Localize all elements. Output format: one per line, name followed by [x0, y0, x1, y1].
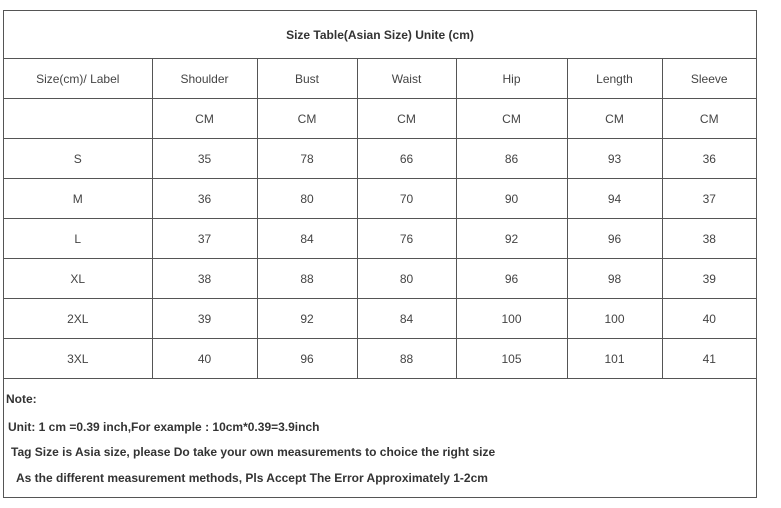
- table-cell: 90: [456, 179, 567, 219]
- size-table: [4, 59, 756, 379]
- size-label-cell: L: [4, 219, 152, 259]
- table-cell: 92: [456, 219, 567, 259]
- header-cell: Shoulder: [152, 59, 257, 99]
- table-cell: 36: [152, 179, 257, 219]
- table-cell: 36: [662, 139, 756, 179]
- header-cell: Waist: [357, 59, 456, 99]
- table-cell: 40: [662, 299, 756, 339]
- notes-section: [4, 380, 756, 497]
- table-cell: 76: [357, 219, 456, 259]
- table-row: [4, 339, 756, 379]
- table-cell: 80: [357, 259, 456, 299]
- table-cell: 39: [152, 299, 257, 339]
- table-cell: 66: [357, 139, 456, 179]
- size-label-cell: 3XL: [4, 339, 152, 379]
- header-cell: Size(cm)/ Label: [4, 59, 152, 99]
- unit-cell: CM: [152, 99, 257, 139]
- size-label-cell: M: [4, 179, 152, 219]
- note-line-error: As the different measurement methods, Pls Accept The Error Approximately 1-2cm: [16, 471, 488, 485]
- table-cell: 96: [456, 259, 567, 299]
- table-cell: 88: [257, 259, 357, 299]
- table-cell: 84: [257, 219, 357, 259]
- table-cell: 93: [567, 139, 662, 179]
- unit-cell: CM: [357, 99, 456, 139]
- table-cell: 86: [456, 139, 567, 179]
- table-cell: 98: [567, 259, 662, 299]
- unit-cell: CM: [456, 99, 567, 139]
- table-cell: 38: [152, 259, 257, 299]
- unit-cell: CM: [567, 99, 662, 139]
- table-cell: 96: [567, 219, 662, 259]
- table-cell: 37: [662, 179, 756, 219]
- header-row: [4, 59, 756, 99]
- table-cell: 101: [567, 339, 662, 379]
- table-cell: 105: [456, 339, 567, 379]
- table-cell: 37: [152, 219, 257, 259]
- table-cell: 70: [357, 179, 456, 219]
- header-cell: Sleeve: [662, 59, 756, 99]
- table-row: [4, 139, 756, 179]
- table-cell: 35: [152, 139, 257, 179]
- header-cell: Hip: [456, 59, 567, 99]
- note-line-tag-size: Tag Size is Asia size, please Do take your own measurements to choice the right size: [11, 445, 496, 459]
- table-cell: 40: [152, 339, 257, 379]
- table-cell: 100: [567, 299, 662, 339]
- table-cell: 96: [257, 339, 357, 379]
- table-row: [4, 299, 756, 339]
- table-cell: 38: [662, 219, 756, 259]
- unit-cell: CM: [662, 99, 756, 139]
- table-row: [4, 179, 756, 219]
- notes-title: Note:: [6, 392, 37, 406]
- size-label-cell: S: [4, 139, 152, 179]
- table-cell: 100: [456, 299, 567, 339]
- table-cell: 94: [567, 179, 662, 219]
- size-chart: [3, 10, 757, 498]
- unit-row: [4, 99, 756, 139]
- note-line-unit: Unit: 1 cm =0.39 inch,For example : 10cm*0.39=3.9inch: [8, 420, 320, 434]
- table-cell: 80: [257, 179, 357, 219]
- table-cell: 39: [662, 259, 756, 299]
- table-cell: 88: [357, 339, 456, 379]
- table-title: Size Table(Asian Size) Unite (cm): [4, 11, 756, 59]
- size-label-cell: XL: [4, 259, 152, 299]
- header-cell: Bust: [257, 59, 357, 99]
- unit-cell: [4, 99, 152, 139]
- table-row: [4, 219, 756, 259]
- table-cell: 92: [257, 299, 357, 339]
- header-cell: Length: [567, 59, 662, 99]
- table-cell: 78: [257, 139, 357, 179]
- unit-cell: CM: [257, 99, 357, 139]
- table-cell: 41: [662, 339, 756, 379]
- size-label-cell: 2XL: [4, 299, 152, 339]
- table-row: [4, 259, 756, 299]
- table-cell: 84: [357, 299, 456, 339]
